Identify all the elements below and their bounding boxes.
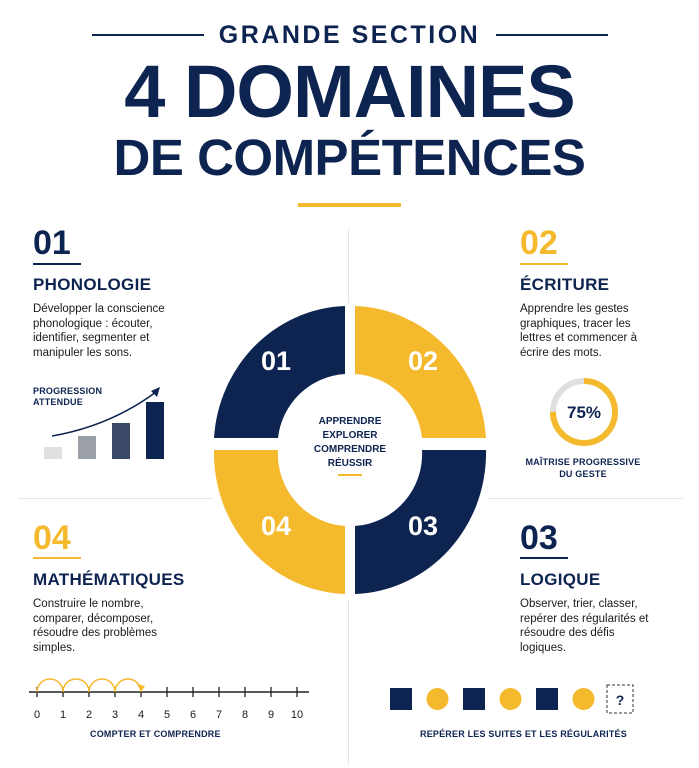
domain-number-rule — [33, 263, 81, 265]
hop-arc-3 — [89, 679, 115, 692]
page-title-line2: DE COMPÉTENCES — [113, 129, 586, 186]
quadrant-label-01: 01 — [260, 346, 292, 376]
progression-bar-1 — [44, 447, 62, 459]
hop-arc-4 — [115, 679, 141, 692]
progression-bar-3 — [112, 423, 130, 459]
math-caption: COMPTER ET COMPRENDRE — [90, 729, 221, 739]
divider-vertical-bottom — [348, 600, 349, 765]
pattern-question-mark: ? — [615, 692, 625, 708]
title-underline — [298, 203, 401, 207]
domains-ring — [210, 300, 490, 600]
progression-arrow — [52, 392, 156, 436]
divider-horizontal-right — [488, 498, 683, 499]
hop-arrow-head — [137, 684, 145, 692]
progression-bar-chart — [30, 380, 180, 465]
quadrant-label-02: 02 — [407, 346, 439, 376]
pattern-square — [536, 688, 558, 710]
domain-title-mathematiques: MATHÉMATIQUES — [33, 570, 185, 589]
domain-number-03: 03 — [520, 519, 558, 557]
domain-number-01: 01 — [33, 224, 71, 262]
domain-number-rule — [33, 557, 81, 559]
center-word-4: RÉUSSIR — [327, 458, 373, 469]
quadrant-label-03: 03 — [407, 511, 439, 541]
domain-title-ecriture: ÉCRITURE — [520, 275, 610, 294]
progression-bar-2 — [78, 436, 96, 459]
progression-bar-4 — [146, 402, 164, 459]
progression-label: PROGRESSION ATTENDUE — [33, 386, 103, 407]
number-line-label: 3 — [111, 709, 119, 721]
domain-description-logique: Observer, trier, classer, repérer des régularités et résoudre des défis logiques. — [520, 598, 649, 654]
logic-caption: REPÉRER LES SUITES ET LES RÉGULARITÉS — [420, 729, 627, 739]
domain-title-phonologie: PHONOLOGIE — [33, 275, 152, 294]
hop-arc-1 — [37, 679, 63, 692]
number-line-label: 8 — [241, 709, 249, 721]
center-word-1: APPRENDRE — [318, 416, 382, 427]
progress-value: 75% — [566, 403, 602, 422]
domain-number-rule — [520, 557, 568, 559]
domain-description-mathematiques: Construire le nombre, comparer, décomposer, résoudre des problèmes simples. — [33, 598, 158, 654]
pattern-circle — [500, 688, 522, 710]
hop-arc-2 — [63, 679, 89, 692]
number-line-label: 9 — [267, 709, 275, 721]
domain-description-phonologie: Développer la conscience phonologique : écouter, identifier, segmenter et manipuler les sons. — [33, 303, 165, 359]
domain-number-02: 02 — [520, 224, 558, 262]
number-line-label: 10 — [290, 709, 304, 721]
pattern-square — [463, 688, 485, 710]
pattern-square — [390, 688, 412, 710]
progress-label: MAÎTRISE PROGRESSIVE DU GESTE — [525, 457, 641, 479]
page-subtitle: GRANDE SECTION — [218, 21, 481, 49]
progress-ring — [548, 376, 620, 448]
number-line-label: 1 — [59, 709, 67, 721]
number-line-label: 5 — [163, 709, 171, 721]
number-line-label: 7 — [215, 709, 223, 721]
domain-description-ecriture: Apprendre les gestes graphiques, tracer les lettres et commencer à écrire des mots. — [520, 303, 637, 359]
number-line-label: 0 — [33, 709, 41, 721]
domain-number-04: 04 — [33, 519, 71, 557]
center-word-2: EXPLORER — [322, 430, 378, 441]
divider-horizontal-left — [18, 498, 213, 499]
center-word-3: COMPRENDRE — [313, 444, 387, 455]
domain-number-rule — [520, 263, 568, 265]
number-line-label: 4 — [137, 709, 145, 721]
page-title-line1: 4 DOMAINES — [124, 50, 575, 133]
number-line — [25, 670, 315, 725]
number-line-label: 6 — [189, 709, 197, 721]
center-gold-rule — [338, 474, 362, 476]
domain-title-logique: LOGIQUE — [520, 570, 601, 589]
number-line-label: 2 — [85, 709, 93, 721]
quadrant-label-04: 04 — [260, 511, 292, 541]
divider-vertical-top — [348, 228, 349, 303]
logic-pattern — [385, 682, 655, 718]
pattern-circle — [427, 688, 449, 710]
pattern-circle — [573, 688, 595, 710]
